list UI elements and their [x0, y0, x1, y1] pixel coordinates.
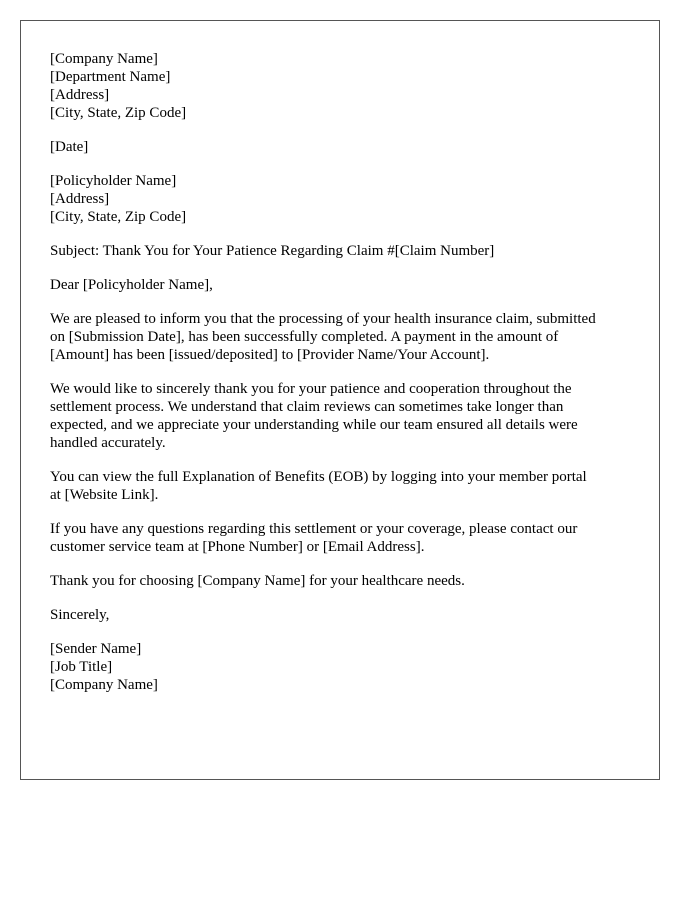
date-block: [50, 138, 640, 156]
paragraph-line: expected, and we appreciate your understanding while our team ensured all details were: [50, 417, 578, 433]
sender-block: [50, 50, 640, 122]
paragraph-line: Thank you for choosing [Company Name] for your healthcare needs.: [50, 573, 465, 589]
recipient-block: [50, 172, 640, 226]
closing: [50, 606, 640, 624]
signature-block: [50, 640, 640, 694]
sender-department: [Department Name]: [50, 69, 171, 85]
paragraph-line: handled accurately.: [50, 435, 166, 451]
closing-text: Sincerely,: [50, 607, 110, 623]
letter-page: [20, 20, 660, 780]
letter-content: [50, 50, 640, 710]
body-paragraph-closing-thanks: [50, 572, 640, 590]
paragraph-line: We would like to sincerely thank you for your patience and cooperation throughout the: [50, 381, 572, 397]
sender-city-state-zip: [City, State, Zip Code]: [50, 105, 187, 121]
body-paragraph-thanks: [50, 380, 640, 452]
subject-text: Subject: Thank You for Your Patience Regarding Claim #[Claim Number]: [50, 243, 495, 259]
paragraph-line: [Amount] has been [issued/deposited] to [Provider Name/Your Account].: [50, 347, 490, 363]
body-paragraph-eob: [50, 468, 640, 504]
subject-line: [50, 242, 640, 260]
body-paragraph-payment: [50, 310, 640, 364]
recipient-name: [Policyholder Name]: [50, 173, 177, 189]
recipient-city-state-zip: [City, State, Zip Code]: [50, 209, 187, 225]
signature-company: [Company Name]: [50, 677, 158, 693]
recipient-address: [Address]: [50, 191, 110, 207]
signature-sender-name: [Sender Name]: [50, 641, 142, 657]
paragraph-line: You can view the full Explanation of Benefits (EOB) by logging into your member portal: [50, 469, 587, 485]
sender-address: [Address]: [50, 87, 110, 103]
sender-company: [Company Name]: [50, 51, 158, 67]
signature-job-title: [Job Title]: [50, 659, 113, 675]
paragraph-line: on [Submission Date], has been successfully completed. A payment in the amount of: [50, 329, 559, 345]
paragraph-line: If you have any questions regarding this settlement or your coverage, please contact our: [50, 521, 578, 537]
body-paragraph-contact: [50, 520, 640, 556]
salutation: [50, 276, 640, 294]
paragraph-line: at [Website Link].: [50, 487, 159, 503]
paragraph-line: settlement process. We understand that claim reviews can sometimes take longer than: [50, 399, 564, 415]
paragraph-line: customer service team at [Phone Number] or [Email Address].: [50, 539, 425, 555]
letter-date: [Date]: [50, 139, 89, 155]
paragraph-line: We are pleased to inform you that the processing of your health insurance claim, submitted: [50, 311, 596, 327]
salutation-text: Dear [Policyholder Name],: [50, 277, 213, 293]
